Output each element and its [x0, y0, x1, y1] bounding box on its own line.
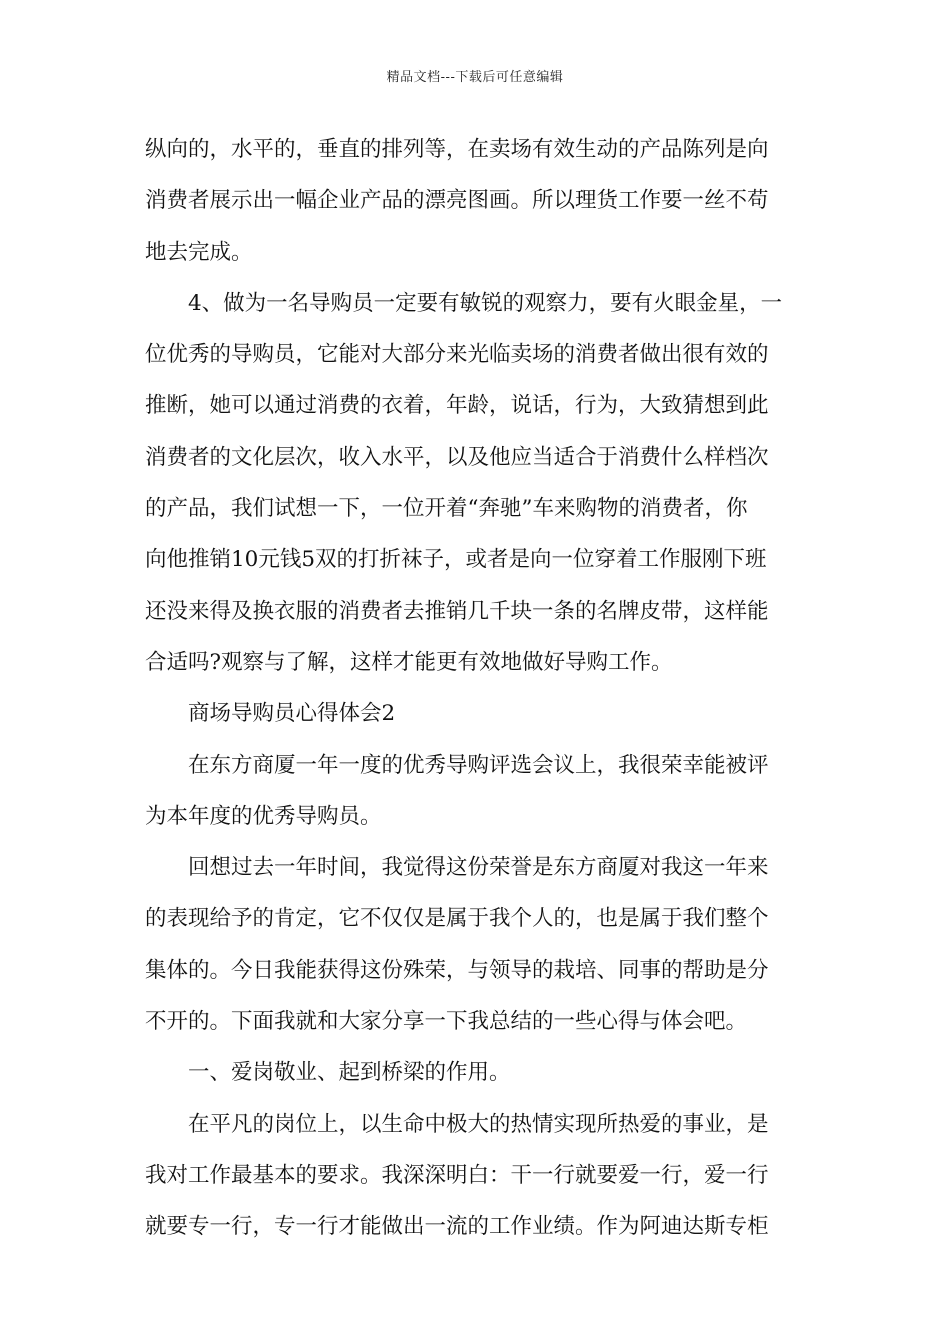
text-line: 就要专一行，专一行才能做出一流的工作业绩。作为阿迪达斯专柜 [145, 1214, 769, 1240]
text-line: 合适吗?观察与了解，这样才能更有效地做好导购工作。 [145, 649, 673, 675]
text-line: 集体的。今日我能获得这份殊荣，与领导的栽培、同事的帮助是分 [145, 957, 769, 983]
text-line: 在东方商厦一年一度的优秀导购评选会议上，我很荣幸能被评 [188, 752, 769, 778]
heading-line: 一、爱岗敬业、起到桥梁的作用。 [188, 1060, 511, 1086]
paragraph-display-continuation [145, 124, 811, 278]
text-line: 不开的。下面我就和大家分享一下我总结的一些心得与体会吧。 [145, 1009, 748, 1035]
text-line: 的产品，我们试想一下，一位开着“奔驰”车来购物的消费者，你 [145, 496, 748, 522]
text-line: 我对工作最基本的要求。我深深明白：干一行就要爱一行，爱一行 [145, 1162, 769, 1188]
text-line: 回想过去一年时间，我觉得这份荣誉是东方商厦对我这一年来 [188, 855, 769, 881]
text-line: 向他推销10元钱5双的打折袜子，或者是向一位穿着工作服刚下班 [145, 547, 767, 573]
document-body [145, 124, 811, 1253]
text-line: 还没来得及换衣服的消费者去推销几千块一条的名牌皮带，这样能 [145, 598, 769, 624]
text-line: 消费者展示出一幅企业产品的漂亮图画。所以理货工作要一丝不苟 [145, 188, 769, 214]
text-line: 4、做为一名导购员一定要有敏锐的观察力，要有火眼金星，一 [188, 290, 783, 316]
text-line: 为本年度的优秀导购员。 [145, 803, 382, 829]
text-line: 的表现给予的肯定，它不仅仅是属于我个人的，也是属于我们整个 [145, 906, 769, 932]
text-line: 推断，她可以通过消费的衣着，年龄，说话，行为，大致猜想到此 [145, 393, 769, 419]
text-line: 消费者的文化层次，收入水平，以及他应当适合于消费什么样档次 [145, 444, 769, 470]
section-heading [145, 688, 811, 739]
text-line: 位优秀的导购员，它能对大部分来光临卖场的消费者做出很有效的 [145, 342, 769, 368]
subsection-heading [145, 1047, 811, 1098]
paragraph-reflection [145, 842, 811, 1047]
heading-line: 商场导购员心得体会2 [188, 701, 396, 727]
text-line: 在平凡的岗位上，以生命中极大的热情实现所热爱的事业，是 [188, 1111, 769, 1137]
text-line: 地去完成。 [145, 239, 253, 265]
page-header: 精品文档---下载后可任意编辑 [386, 70, 564, 85]
paragraph-award [145, 740, 811, 843]
paragraph-observation [145, 278, 811, 688]
text-line: 纵向的，水平的，垂直的排列等，在卖场有效生动的产品陈列是向 [145, 137, 769, 162]
paragraph-dedication [145, 1099, 811, 1253]
